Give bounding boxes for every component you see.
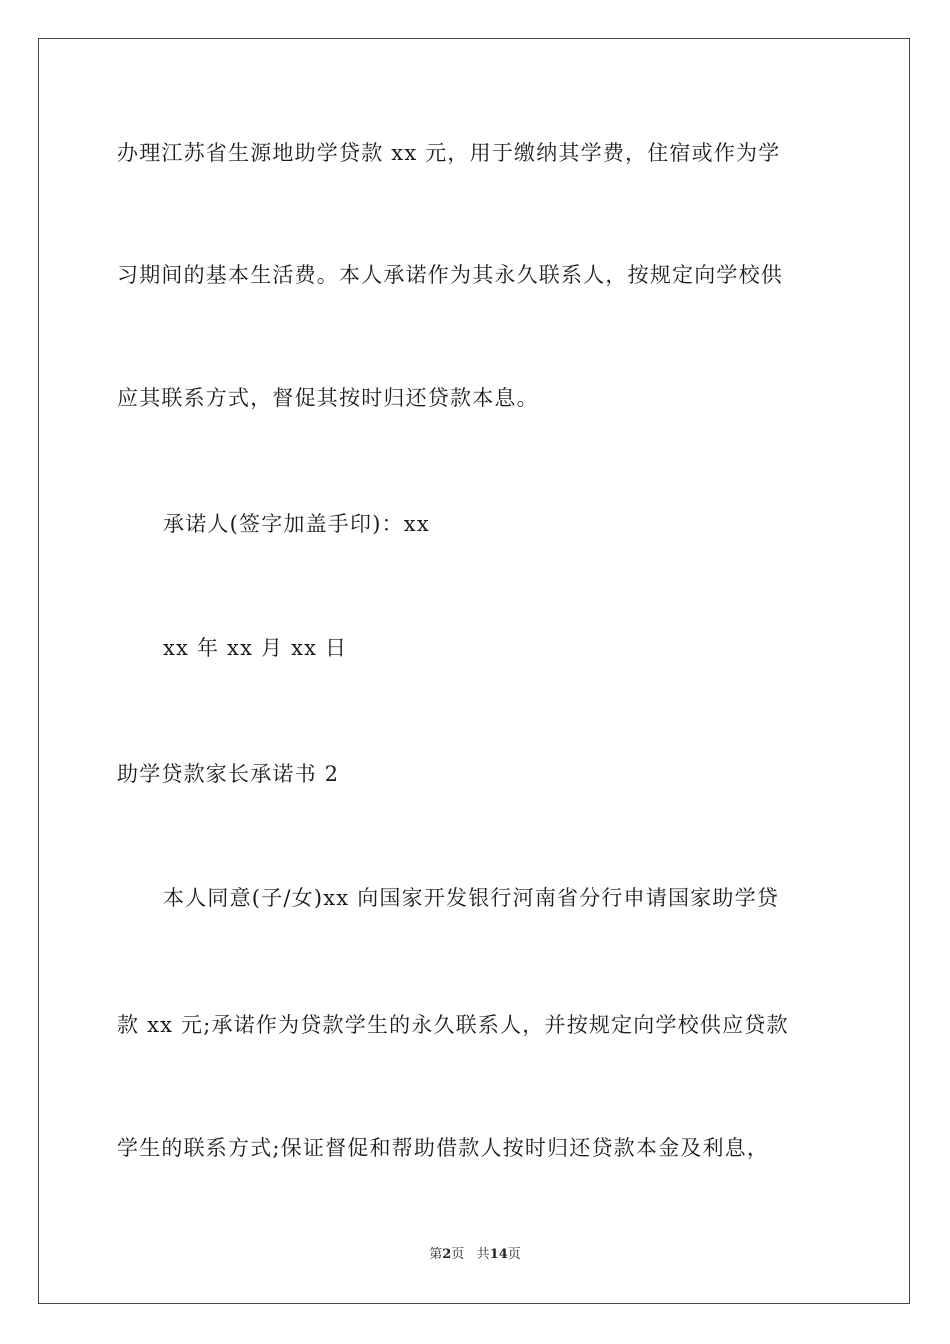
footer-page-total: 14 [489, 1247, 508, 1262]
paragraph-line-2: 习期间的基本生活费。本人承诺作为其永久联系人，按规定向学校供 [117, 263, 783, 287]
page-number-footer [0, 1247, 950, 1263]
footer-page-current: 2 [442, 1247, 452, 1262]
signatory-line: 承诺人(签字加盖手印)：xx [163, 512, 430, 536]
page-border [38, 38, 910, 1304]
paragraph-2-line-3: 学生的联系方式;保证督促和帮助借款人按时归还贷款本金及利息， [117, 1136, 770, 1160]
paragraph-line-3: 应其联系方式，督促其按时归还贷款本息。 [117, 386, 539, 410]
footer-page-prefix: 第 [429, 1247, 443, 1262]
footer-total-prefix: 共 [476, 1247, 490, 1262]
date-line: xx 年 xx 月 xx 日 [163, 636, 348, 660]
paragraph-2-line-1: 本人同意(子/女)xx 向国家开发银行河南省分行申请国家助学贷 [163, 886, 780, 910]
paragraph-line-1: 办理江苏省生源地助学贷款 xx 元，用于缴纳其学费，住宿或作为学 [117, 141, 781, 165]
section-heading: 助学贷款家长承诺书 2 [117, 762, 340, 786]
paragraph-2-line-2: 款 xx 元;承诺作为贷款学生的永久联系人，并按规定向学校供应贷款 [117, 1013, 789, 1037]
footer-page-suffix: 页 [451, 1247, 465, 1262]
footer-total-suffix: 页 [507, 1247, 521, 1262]
